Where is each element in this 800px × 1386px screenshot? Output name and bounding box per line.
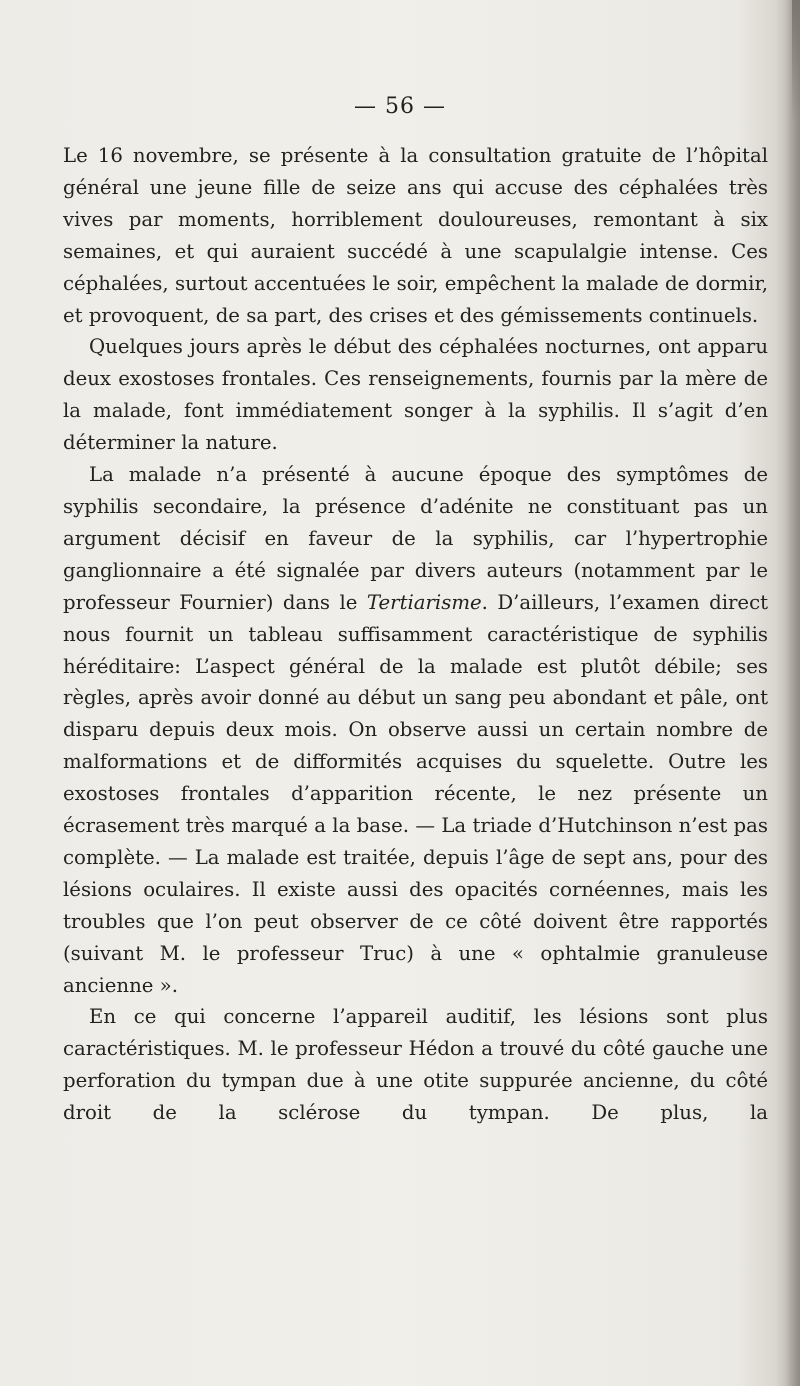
paragraph-3 — [63, 459, 768, 1001]
italic-term-tertiarisme: Tertiarisme — [366, 590, 482, 614]
paragraph-1: Le 16 novembre, se présente à la consultation gratuite de l’hôpital général une jeune fille de seize ans qui accuse des céphalées très vives par moments, horriblement douloureuses, remontant à six semaines, et qui auraient succédé à une scapulalgie intense. Ces céphalées, surtout accentuées le soir, empêchent la malade de dormir, et provoquent, de sa part, des crises et des gémissements continuels. — [63, 144, 768, 327]
paragraph-2: Quelques jours après le début des céphalées nocturnes, ont apparu deux exostoses frontales. Ces renseignements, fournis par la mère de la malade, font immédiatement songer à la syphilis. Il s’agit d’en déterminer la nature. — [63, 335, 768, 455]
page-edge-shadow — [786, 0, 800, 1386]
paragraph-3-part-2: . D’ailleurs, l’examen direct nous fournit un tableau suffisamment caractéristique de syphilis héréditaire: L’aspect général de la malade est plutôt débile; ses règles, après avoir donné au début un sang peu abondant et pâle, ont disparu depuis deux mois. On observe aussi un certain nombre de malformations et de difformités acquises du squelette. Outre les exostoses frontales d’apparition récente, le nez présente un écrasement très marqué a la base. — La triade d’Hutchinson n’est pas complète. — La malade est traitée, depuis l’âge de sept ans, pour des lésions oculaires. Il existe aussi des opacités cornéennes, mais les troubles que l’on peut observer de ce côté doivent être rapportés (suivant M. le professeur Truc) à une « ophtalmie granuleuse ancienne ». — [63, 590, 769, 997]
paragraph-3-part-1: La malade n’a présenté à aucune époque des symptômes de syphilis secondaire, la présence d’adénite ne constituant pas un argument décisif en faveur de la syphilis, car l’hypertrophie ganglionnaire a été signalée par divers auteurs (notamment par le professeur Fournier) dans le — [63, 463, 768, 614]
page-number: — 56 — — [354, 94, 446, 119]
body-text — [63, 140, 768, 1129]
paragraph-4: En ce qui concerne l’appareil auditif, les lésions sont plus caractéristiques. M. le professeur Hédon a trouvé du côté gauche une perforation du tympan due à une otite suppurée ancienne, du côté droit de la sclérose du tympan. De plus, la — [63, 1005, 768, 1125]
